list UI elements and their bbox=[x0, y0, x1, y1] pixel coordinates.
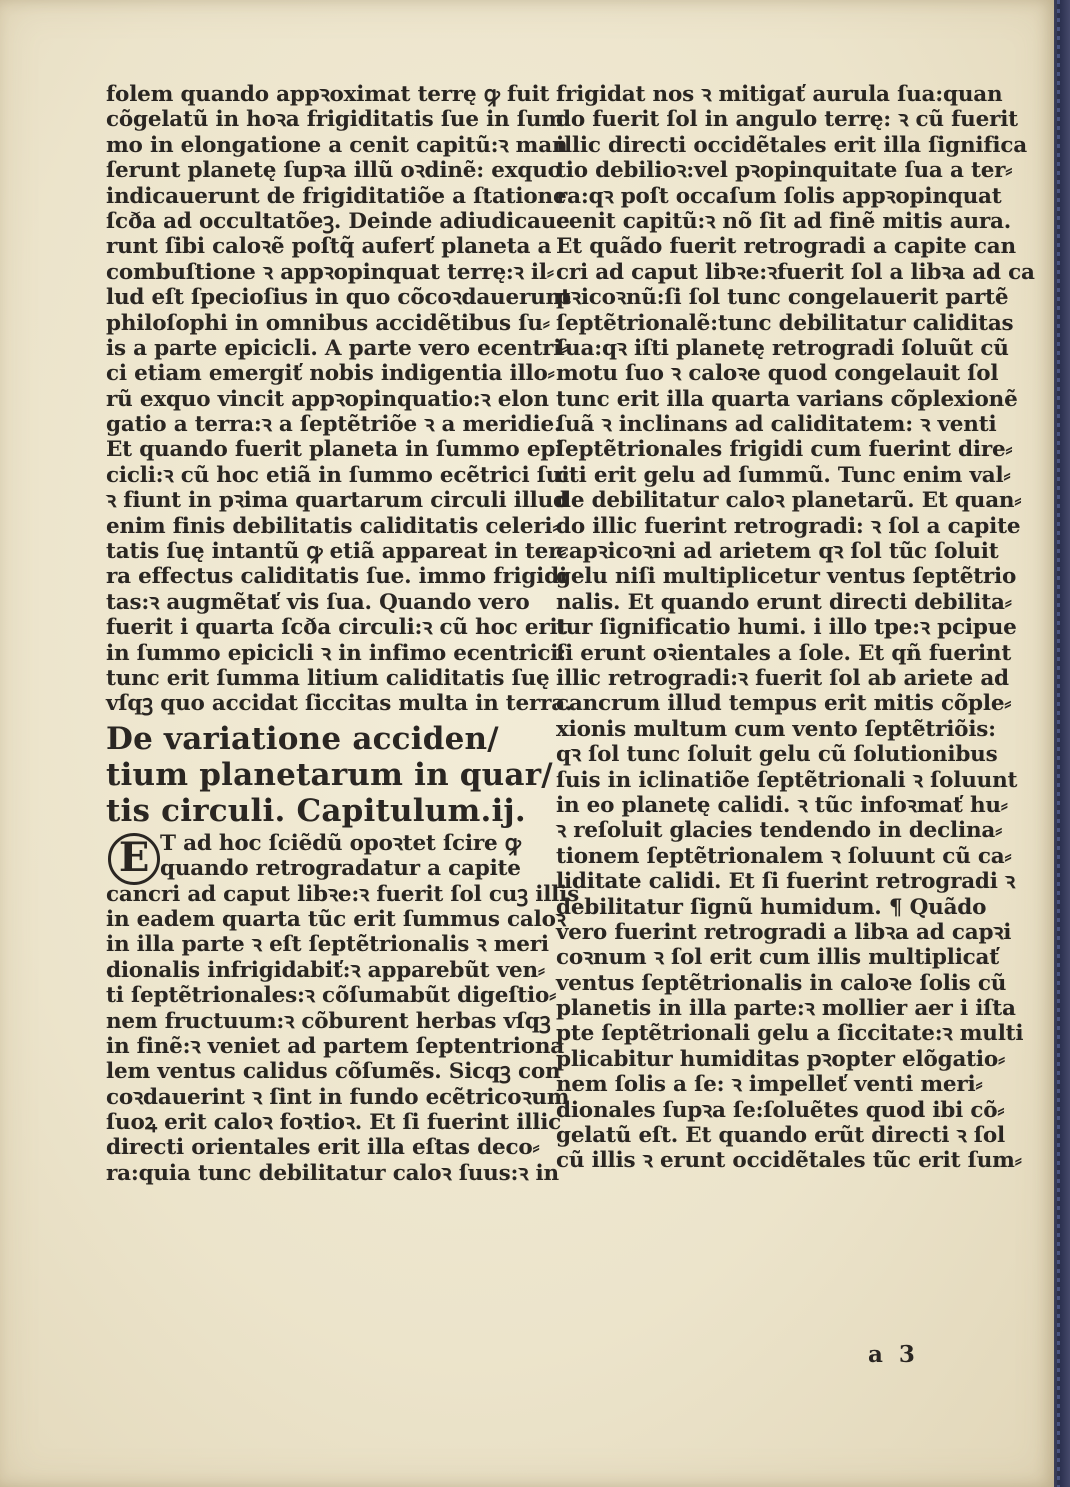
text-line: cenit capitũ:ꝛ nõ ſit ad finẽ mitis aura. bbox=[556, 208, 1012, 234]
text-line: liditate calidi. Et ſi fuerint retrogradi ꝛ bbox=[556, 869, 1016, 895]
text-line: nem ſolis a ſe: ꝛ impelleť venti meri⸗ bbox=[556, 1072, 983, 1098]
text-line: tur ſignificatio humi. i illo tpe:ꝛ pcipue bbox=[556, 615, 1017, 641]
text-line: runt ſibi caloꝛẽ poſtq̃ auferť planeta a bbox=[106, 234, 552, 260]
text-line: tas:ꝛ augmẽtať vis ſua. Quando vero bbox=[106, 589, 530, 615]
text-line: mo in elongatione a cenit capitũ:ꝛ man bbox=[106, 132, 568, 158]
text-line: nem fructuum:ꝛ cõburent herbas vſqꝫ bbox=[106, 1008, 551, 1034]
text-line: ra effectus caliditatis ſue. immo frigidi bbox=[106, 564, 567, 590]
text-line: planetis in illa parte:ꝛ mollier aer i iſta bbox=[556, 996, 1016, 1022]
text-line: cti erit gelu ad ſummũ. Tunc enim val⸗ bbox=[556, 462, 1011, 488]
text-line: pte ſeptẽtrionali gelu a ſiccitate:ꝛ multi bbox=[556, 1021, 1024, 1047]
text-line: gelu niſi multiplicetur ventus ſeptẽtrio bbox=[556, 564, 1017, 590]
text-line: gelatũ eſt. Et quando erũt directi ꝛ ſol bbox=[556, 1123, 1005, 1149]
text-line: illic retrogradi:ꝛ fuerit ſol ab ariete ad bbox=[556, 665, 1009, 691]
left-column-text-top bbox=[106, 82, 573, 717]
text-line: fuerit i quarta ſcða circuli:ꝛ cũ hoc erit bbox=[106, 615, 568, 641]
text-line: in illa parte ꝛ eſt ſeptẽtrionalis ꝛ meri bbox=[106, 932, 549, 958]
text-line: do illic fuerint retrogradi: ꝛ ſol a capite bbox=[556, 513, 1021, 539]
text-line: cancri ad caput libꝛe:ꝛ fuerit ſol cuꝫ illis bbox=[106, 881, 580, 907]
text-line: ventus ſeptẽtrionalis in caloꝛe ſolis cũ bbox=[556, 970, 1007, 996]
text-line: ꝛ fiunt in pꝛima quartarum circuli illud bbox=[106, 488, 568, 514]
left-column-text-bottom bbox=[106, 881, 580, 1187]
text-line: indicauerunt de frigiditatiõe a ſtatione bbox=[106, 183, 567, 209]
text-line: debilitatur ſignũ humidum. ¶ Quãdo bbox=[556, 894, 987, 920]
text-line: in ſummo epicicli ꝛ in infimo ecentrici: bbox=[106, 640, 566, 666]
text-line: in eo planetę calidi. ꝛ tũc infoꝛmať hu⸗ bbox=[556, 792, 1008, 818]
indented-lines bbox=[106, 831, 526, 882]
text-line: illic directi occidẽtales erit illa ſignifica bbox=[556, 132, 1028, 158]
text-line: rũ exquo vincit appꝛopinquatio:ꝛ elon bbox=[106, 386, 549, 412]
text-line: cũ illis ꝛ erunt occidẽtales tũc erit ſum⸗ bbox=[556, 1148, 1022, 1174]
text-line: cõgelatũ in hoꝛa frigiditatis ſue in ſum bbox=[106, 107, 564, 133]
text-line: in eadem quarta tũc erit ſummus caloꝛ bbox=[106, 906, 566, 932]
text-line: frigidat nos ꝛ mitigať aurula ſua:quan bbox=[556, 82, 1003, 107]
text-line: Et quãdo fuerit retrogradi a capite can bbox=[556, 234, 1016, 260]
text-line: ſua:qꝛ iſti planetę retrogradi ſoluũt cũ bbox=[556, 335, 1009, 361]
text-line: Et quando fuerit planeta in ſummo epi bbox=[106, 437, 564, 463]
text-line: dionalis infrigidabiť:ꝛ apparebũt ven⸗ bbox=[106, 957, 545, 983]
text-line: ſuã ꝛ inclinans ad caliditatem: ꝛ venti bbox=[556, 412, 997, 438]
text-line: coꝛdauerint ꝛ ſint in fundo ecẽtricoꝛum bbox=[106, 1084, 570, 1110]
text-line: gatio a terra:ꝛ a ſeptẽtriõe ꝛ a meridie. bbox=[106, 412, 562, 438]
text-line: ſi erunt oꝛientales a ſole. Et qñ fuerint bbox=[556, 640, 1012, 666]
text-line: ſuis in iclinatiõe ſeptẽtrionali ꝛ ſoluunt bbox=[556, 767, 1018, 793]
text-line: combuſtione ꝛ appꝛopinquat terrę:ꝛ il⸗ bbox=[106, 259, 554, 285]
text-line: pꝛicoꝛnũ:ſi ſol tunc congelauerit partẽ bbox=[556, 285, 1009, 311]
left-column bbox=[106, 82, 580, 1186]
text-line: vero fuerint retrogradi a libꝛa ad capꝛi bbox=[556, 919, 1012, 945]
text-line: cancrum illud tempus erit mitis cõple⸗ bbox=[556, 691, 1012, 717]
text-line: de debilitatur caloꝛ planetarũ. Et quan⸗ bbox=[556, 488, 1022, 514]
text-line: ſeptẽtrionalẽ:tunc debilitatur caliditas bbox=[556, 310, 1014, 336]
drop-cap-initial: E bbox=[108, 833, 160, 885]
text-line: tionem ſeptẽtrionalem ꝛ ſoluunt cũ ca⸗ bbox=[556, 843, 1012, 869]
text-line: enim finis debilitatis caliditatis celeri⸗ bbox=[106, 513, 560, 539]
text-line: T ad hoc ſciẽdũ opoꝛtet ſcire ꝙ bbox=[160, 830, 521, 856]
text-line: plicabitur humiditas pꝛopter elõgatio⸗ bbox=[556, 1046, 1005, 1072]
text-line: nalis. Et quando erunt directi debilita⸗ bbox=[556, 589, 1012, 615]
text-line: qꝛ ſol tunc ſoluit gelu cũ ſolutionibus bbox=[556, 742, 998, 768]
binding-edge bbox=[1054, 0, 1070, 1487]
text-line: ci etiam emergiť nobis indigentia illo⸗ bbox=[106, 361, 555, 387]
text-line: ſcða ad occultatõeꝫ. Deinde adiudicaue bbox=[106, 208, 570, 234]
text-line: tatis ſuę intantũ ꝙ etiã appareat in ter⸗ bbox=[106, 539, 567, 565]
text-line: ra:qꝛ poſt occaſum ſolis appꝛopinquat bbox=[556, 183, 1002, 209]
text-line: capꝛicoꝛni ad arietem qꝛ ſol tũc ſoluit bbox=[556, 539, 999, 565]
text-line: coꝛnum ꝛ ſol erit cum illis multiplicať bbox=[556, 945, 1000, 971]
text-line: in finẽ:ꝛ veniet ad partem ſeptentriona bbox=[106, 1033, 565, 1059]
text-line: is a parte epicicli. A parte vero ecentri⸗ bbox=[106, 335, 569, 361]
text-line: ſeptẽtrionales frigidi cum fuerint dire⸗ bbox=[556, 437, 1013, 463]
heading-line: tium planetarum in quar/ bbox=[106, 756, 553, 793]
chapter-heading bbox=[106, 720, 553, 829]
text-line: cri ad caput libꝛe:ꝛfuerit ſol a libꝛa ad ca bbox=[556, 259, 1035, 285]
signature-mark: a 3 bbox=[868, 1341, 919, 1368]
text-line: ti ſeptẽtrionales:ꝛ cõſumabũt digeſtio⸗ bbox=[106, 983, 557, 1009]
text-line: lem ventus calidus cõſumẽs. Sicqꝫ con bbox=[106, 1059, 561, 1085]
heading-line: tis circuli. Capitulum.ij. bbox=[106, 792, 526, 829]
initial-paragraph bbox=[106, 831, 526, 882]
heading-line: De variatione acciden/ bbox=[106, 720, 499, 757]
text-line: do fuerit ſol in angulo terrę: ꝛ cũ fuerit bbox=[556, 107, 1018, 133]
text-line: dionales ſupꝛa ſe:ſoluẽtes quod ibi cõ⸗ bbox=[556, 1097, 1005, 1123]
text-line: ra:quia tunc debilitatur caloꝛ ſuus:ꝛ in bbox=[106, 1160, 559, 1186]
text-line: vſqꝫ quo accidat ſiccitas multa in terra. bbox=[106, 691, 573, 717]
text-line: tunc erit ſumma litium caliditatis ſuę bbox=[106, 665, 550, 691]
right-column bbox=[556, 82, 1035, 1174]
text-line: lud eſt ſpecioſius in quo cõcoꝛdauerunt bbox=[106, 285, 571, 311]
text-line: quando retrogradatur a capite bbox=[160, 856, 521, 882]
text-line: ꝛ reſoluit glacies tendendo in declina⸗ bbox=[556, 818, 1003, 844]
text-line: cicli:ꝛ cũ hoc etiã in ſummo ecẽtrici ſui bbox=[106, 462, 570, 488]
text-line: tunc erit illa quarta varians cõplexionẽ bbox=[556, 386, 1018, 412]
text-line: philoſophi in omnibus accidẽtibus ſu⸗ bbox=[106, 310, 550, 336]
text-line: folem quando appꝛoximat terrę ꝙ fuit bbox=[106, 82, 550, 107]
text-line: xionis multum cum vento ſeptẽtriõis: bbox=[556, 716, 996, 742]
text-line: motu ſuo ꝛ caloꝛe quod congelauit ſol bbox=[556, 361, 999, 387]
text-line: ſuoꝝ erit caloꝛ foꝛtioꝛ. Et ſi fuerint illic bbox=[106, 1110, 562, 1136]
text-line: tio debilioꝛ:vel pꝛopinquitate ſua a ter⸗ bbox=[556, 158, 1013, 184]
text-line: directi orientales erit illa eſtas deco⸗ bbox=[106, 1135, 540, 1161]
text-line: ſerunt planetę ſupꝛa illũ oꝛdinẽ: exquo bbox=[106, 158, 562, 184]
right-column-text bbox=[556, 82, 1035, 1174]
